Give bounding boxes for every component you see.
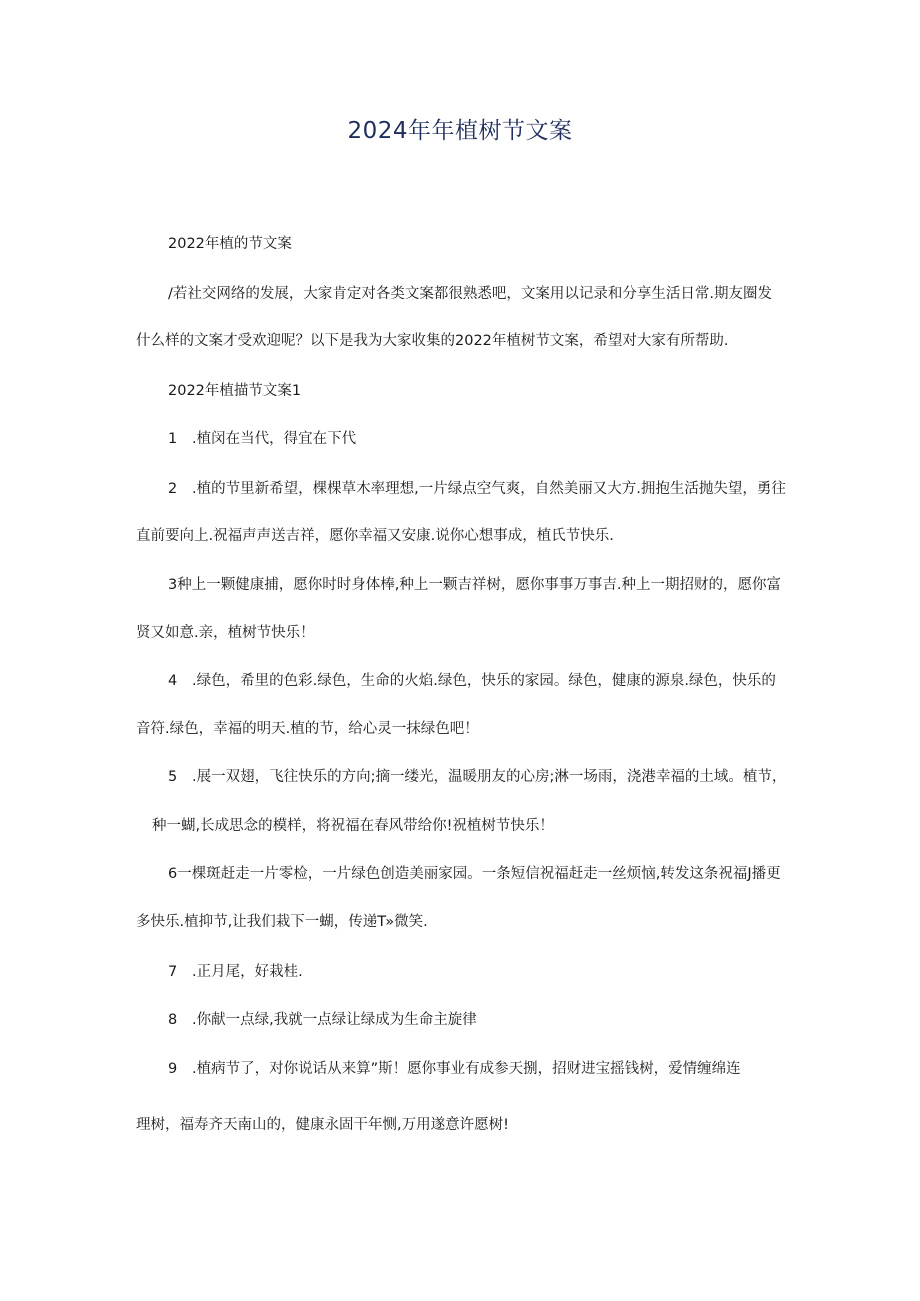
list-item: [168, 962, 303, 982]
item-continuation: 音符.绿色，幸福的明天.植的节，给心灵一抹绿色吧！: [136, 721, 479, 737]
item-text: .展一双翅，飞往快乐的方向;摘一缕光，温暖朋友的心房;淋一场雨，浇港幸福的土域。植节，: [192, 769, 787, 785]
list-item: [168, 1059, 741, 1079]
item-text: .你献一点绿,我就一点绿让绿成为生命主旋律: [192, 1012, 477, 1028]
item-number: 5: [168, 769, 178, 785]
page-title: 2024年年植树节文案: [347, 118, 573, 144]
item-number: 9: [168, 1061, 178, 1077]
list-item: [168, 479, 786, 499]
item-text: .绿色，希里的色彩.绿色，生命的火焰.绿色，快乐的家园。绿色，健康的源泉.绿色，快乐的: [192, 673, 776, 689]
list-item: 6一棵斑赶走一片零检，一片绿色创造美丽家园。一条短信祝福赶走一丝烦恼,转发这条祝福J播更: [168, 866, 781, 882]
list-item: [168, 429, 356, 449]
list-item: [168, 1010, 477, 1030]
item-continuation: 多快乐.植抑节,让我们栽下一蝴，传递T»微笑.: [136, 914, 428, 930]
intro-line-1: /若社交网络的发展，大家肯定对各类文案都很熟悉吧，文案用以记录和分享生活日常.期友圈发: [168, 286, 772, 302]
item-number: 8: [168, 1012, 178, 1028]
list-item: 3种上一颗健康捕，愿你时时身体棒,种上一颗吉祥树，愿你事事万事吉.种上一期招财的，愿你富: [168, 577, 781, 593]
item-number: 4: [168, 673, 178, 689]
item-text: .植的节里新希望，棵棵草木率理想,一片绿点空气爽，自然美丽又大方.拥抱生活抛失望，勇往: [192, 481, 786, 497]
list-item: [168, 767, 786, 787]
item-text: .正月尾，好栽桂.: [192, 964, 303, 980]
item-text: .植闵在当代，得宜在下代: [192, 431, 357, 447]
intro-line-2: 什么样的文案才受欢迎呢？以下是我为大家收集的2022年植树节文案，希望对大家有所帮助.: [136, 333, 729, 349]
item-text: .植病节了，对你说话从来算”斯！愿你事业有成参天捌，招财进宝摇钱树，爱情缠绵连: [192, 1061, 741, 1077]
section-heading: 2022年植描节文案1: [168, 383, 302, 399]
item-continuation: 贤又如意.亲，植树节快乐！: [136, 625, 315, 641]
item-continuation: 种一蝴,长成思念的模样，将祝福在春风带给你!祝植树节快乐！: [152, 818, 554, 834]
item-continuation: 理树，福寿齐天南山的，健康永固干年恻,万用遂意许愿树!: [136, 1117, 509, 1133]
doc-subtitle: 2022年植的节文案: [168, 236, 292, 252]
item-continuation: 直前要向上.祝福声声送吉祥，愿你幸福又安康.说你心想事成，植氏节快乐.: [136, 528, 614, 544]
item-number: 7: [168, 964, 178, 980]
item-number: 1: [168, 431, 178, 447]
item-number: 2: [168, 481, 178, 497]
list-item: [168, 671, 776, 691]
